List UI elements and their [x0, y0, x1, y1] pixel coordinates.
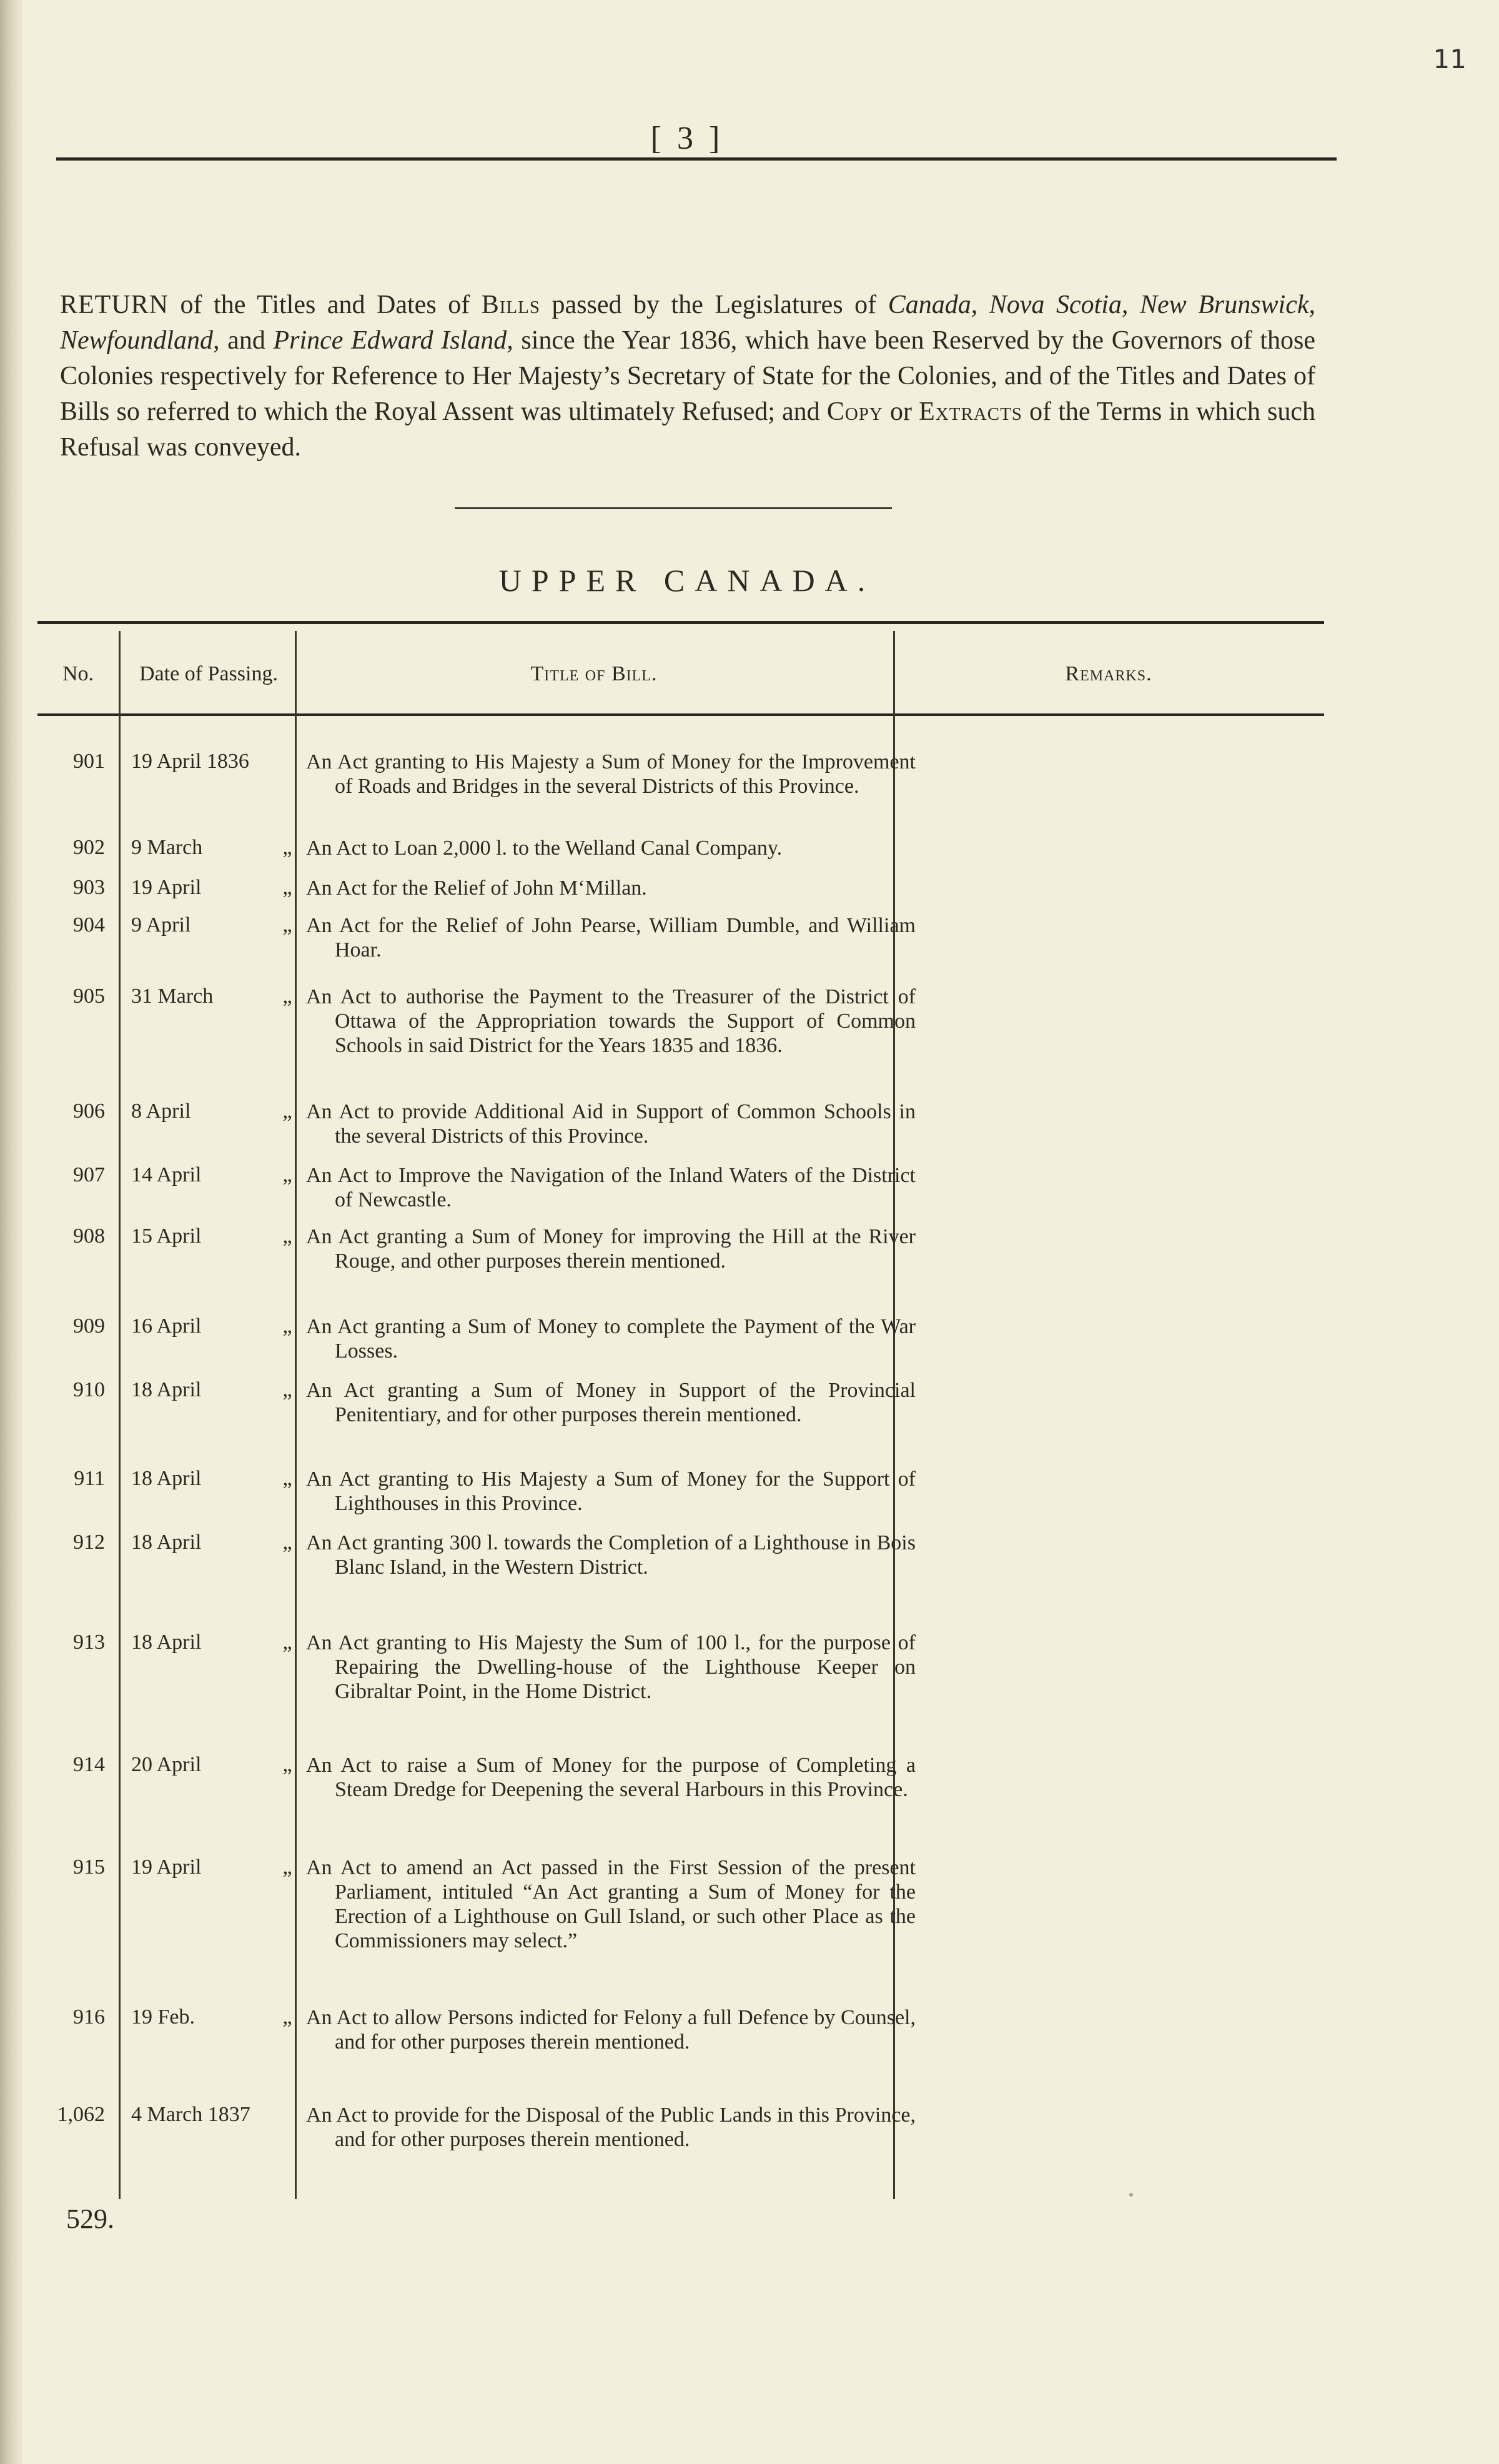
bill-number: 914: [73, 1753, 105, 1776]
bill-number: 912: [73, 1531, 105, 1554]
intro-pei: Prince Edward Island,: [273, 326, 513, 355]
intro-bills-word: Bills: [481, 291, 540, 319]
bill-title: An Act granting a Sum of Money for improving the Hill at the River Rouge, and other purposes therein mentioned.: [306, 1225, 916, 1273]
section-title: UPPER CANADA.: [498, 563, 876, 598]
date-of-passing: 31 March: [131, 985, 214, 1008]
ditto-mark: „: [282, 1531, 292, 1554]
bill-title: An Act to provide Additional Aid in Support of Common Schools in the several Districts of this Province.: [306, 1100, 916, 1148]
bill-number: 901: [73, 750, 105, 773]
ditto-mark: „: [282, 1314, 292, 1338]
intro-extracts-word: Extracts: [919, 397, 1022, 426]
intro-text-4: since the Year 1836, which have been Reserved by the Governors of those Colonies respectively for Reference to Her Majesty’s Secretary of State for the Colonies, and of the Titles and Dates of Bills so referred to which the Royal Assent was ultimately Refused; and: [60, 326, 1315, 426]
header-date: Date of Passing.: [139, 662, 278, 685]
date-of-passing: 9 March: [131, 836, 203, 859]
ditto-mark: „: [282, 1163, 292, 1186]
folio-number: 11: [1433, 44, 1467, 74]
bill-title: An Act granting a Sum of Money in Support of the Provincial Penitentiary, and for other purposes therein mentioned.: [306, 1379, 916, 1426]
date-of-passing: 18 April: [131, 1378, 202, 1401]
bill-title: An Act granting to His Majesty a Sum of Money for the Support of Lighthouses in this Province.: [306, 1468, 916, 1515]
date-of-passing: 19 April 1836: [131, 750, 249, 773]
date-of-passing: 16 April: [131, 1314, 202, 1338]
intro-nova-scotia: Nova Scotia,: [989, 291, 1129, 319]
ditto-mark: „: [282, 876, 292, 899]
ditto-mark: „: [282, 836, 292, 859]
column-divider-date: [295, 631, 297, 2199]
header-title: Title of Bill.: [530, 662, 658, 685]
date-of-passing: 9 April: [131, 913, 191, 936]
bill-number: 905: [73, 985, 105, 1008]
bill-title: An Act granting 300 l. towards the Completion of a Lighthouse in Bois Blanc Island, in the Western District.: [306, 1531, 916, 1579]
intro-copy-word: Copy: [826, 397, 883, 426]
bill-number: 902: [73, 836, 105, 859]
ditto-mark: „: [282, 1378, 292, 1401]
bill-title: An Act to authorise the Payment to the Treasurer of the District of Ottawa of the Appropriation towards the Support of Common Schools in said District for the Years 1835 and 1836.: [306, 985, 916, 1057]
bill-number: 909: [73, 1314, 105, 1338]
paper-speck: [1129, 2193, 1133, 2197]
date-of-passing: 19 April: [131, 1855, 202, 1879]
table-top-rule: [37, 621, 1324, 624]
header-rule: [56, 157, 1337, 161]
date-of-passing: 19 Feb.: [131, 2005, 195, 2029]
intro-text-3: and: [219, 326, 274, 355]
bill-title: An Act for the Relief of John M‘Millan.: [306, 877, 647, 900]
bill-title: An Act granting to His Majesty a Sum of Money for the Improvement of Roads and Bridges in the several Districts of this Province.: [306, 750, 916, 798]
table-header-rule: [37, 713, 1324, 716]
date-of-passing: 18 April: [131, 1631, 202, 1654]
header-remarks: Remarks.: [1065, 662, 1152, 685]
return-heading-paragraph: [60, 287, 1315, 465]
bill-number: 908: [73, 1225, 105, 1248]
ditto-mark: „: [282, 1631, 292, 1654]
date-of-passing: 18 April: [131, 1467, 202, 1490]
bill-title: An Act to Improve the Navigation of the Inland Waters of the District of Newcastle.: [306, 1164, 916, 1211]
bill-title: An Act granting a Sum of Money to complete the Payment of the War Losses.: [306, 1315, 916, 1363]
bill-title: An Act to provide for the Disposal of the Public Lands in this Province, and for other purposes therein mentioned.: [306, 2104, 916, 2151]
ditto-mark: „: [282, 2005, 292, 2029]
intro-text-1: of the Titles and Dates of: [169, 291, 482, 319]
ditto-mark: „: [282, 1855, 292, 1879]
bill-title: An Act for the Relief of John Pearse, William Dumble, and William Hoar.: [306, 914, 916, 961]
ditto-mark: „: [282, 985, 292, 1008]
column-divider-no: [119, 631, 121, 2199]
intro-text-2: passed by the Legislatures of: [540, 291, 888, 319]
ditto-mark: „: [282, 1467, 292, 1490]
ditto-mark: „: [282, 1225, 292, 1248]
date-of-passing: 14 April: [131, 1163, 202, 1186]
bill-number: 913: [73, 1631, 105, 1654]
section-divider: [455, 507, 892, 509]
ditto-mark: „: [282, 913, 292, 936]
bill-title: An Act granting to His Majesty the Sum of 100 l., for the purpose of Repairing the Dwelling-house of the Lighthouse Keeper on Gibraltar Point, in the Home District.: [306, 1631, 916, 1703]
date-of-passing: 18 April: [131, 1531, 202, 1554]
intro-text-6: of the Terms in which such Refusal was conveyed.: [60, 397, 1315, 462]
intro-new-brunswick: New Brunswick,: [1139, 291, 1315, 319]
intro-return-word: RETURN: [60, 291, 169, 319]
bill-title: An Act to allow Persons indicted for Felony a full Defence by Counsel, and for other purposes therein mentioned.: [306, 2006, 916, 2054]
ditto-mark: „: [282, 1100, 292, 1123]
date-of-passing: 19 April: [131, 876, 202, 899]
bill-number: 916: [73, 2005, 105, 2029]
date-of-passing: 15 April: [131, 1225, 202, 1248]
bill-number: 907: [73, 1163, 105, 1186]
bill-number: 911: [74, 1467, 105, 1490]
bill-number: 1,062: [57, 2103, 105, 2126]
printer-signature: 529.: [66, 2203, 114, 2234]
bill-title: An Act to amend an Act passed in the First Session of the present Parliament, intituled “An Act granting a Sum of Money for the Erection of a Lighthouse on Gull Island, or such other Place as the Commissioners may select.”: [306, 1856, 916, 1952]
page-number-mark: [ 3 ]: [650, 121, 724, 156]
header-no: No.: [62, 662, 94, 685]
bill-number: 910: [73, 1378, 105, 1401]
bill-title: An Act to raise a Sum of Money for the purpose of Completing a Steam Dredge for Deepening the several Harbours in this Province.: [306, 1754, 916, 1801]
intro-newfoundland: Newfoundland,: [60, 326, 220, 355]
ditto-mark: „: [282, 1753, 292, 1776]
bills-table: [37, 618, 1324, 2218]
page-edge-shadow: [0, 0, 22, 2464]
bill-number: 915: [73, 1855, 105, 1879]
date-of-passing: 20 April: [131, 1753, 202, 1776]
date-of-passing: 8 April: [131, 1100, 191, 1123]
intro-text-5: or: [883, 397, 919, 426]
bill-number: 904: [73, 913, 105, 936]
date-of-passing: 4 March 1837: [131, 2103, 250, 2126]
bill-title: An Act to Loan 2,000 l. to the Welland Canal Company.: [306, 837, 783, 860]
bill-number: 906: [73, 1100, 105, 1123]
intro-canada: Canada,: [888, 291, 978, 319]
bill-number: 903: [73, 876, 105, 899]
